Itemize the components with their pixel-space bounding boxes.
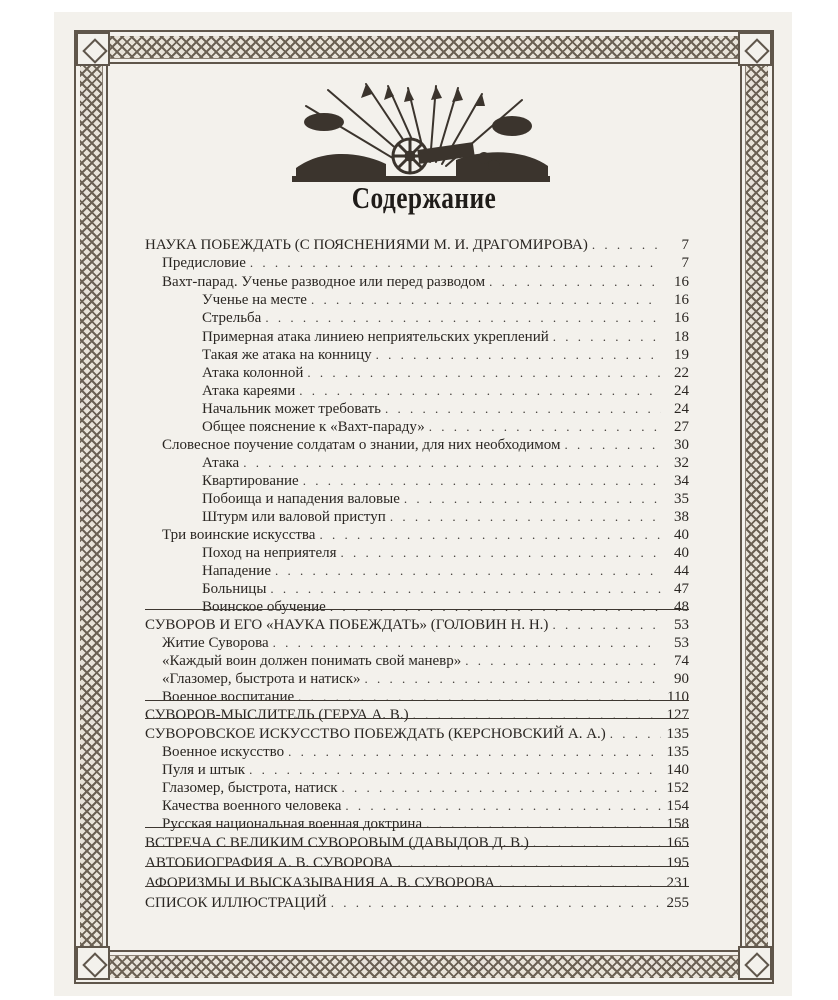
toc-entry: Начальник может требовать . . . 24 xyxy=(202,400,689,418)
section-divider xyxy=(145,700,689,701)
toc-entry: Атака . . . 32 xyxy=(202,454,689,472)
dot-leader xyxy=(610,725,661,742)
military-trophy-vignette xyxy=(286,76,556,188)
toc-entry: Побоища и нападения валовые . . . 35 xyxy=(202,490,689,508)
dot-leader xyxy=(365,670,661,687)
dot-leader xyxy=(249,761,661,778)
dot-leader xyxy=(429,418,661,435)
toc-entry: Атака кареями . . . 24 xyxy=(202,382,689,400)
dot-leader xyxy=(341,544,661,561)
toc-entry: Глазомер, быстрота, натиск . . . 152 xyxy=(162,779,689,797)
toc-entry: «Каждый воин должен понимать свой маневр» . . . 74 xyxy=(162,652,689,670)
dot-leader xyxy=(533,834,661,851)
dot-leader xyxy=(398,854,662,871)
toc-entry: СПИСОК ИЛЛЮСТРАЦИЙ . . . 255 xyxy=(145,894,689,912)
dot-leader xyxy=(299,382,661,399)
section-divider xyxy=(145,827,689,828)
dot-leader xyxy=(250,254,661,271)
dot-leader xyxy=(330,598,661,615)
dot-leader xyxy=(426,815,661,832)
section-divider xyxy=(145,866,689,867)
dot-leader xyxy=(376,346,661,363)
toc-entry: Воинское обучение . . . 48 xyxy=(202,598,689,616)
dot-leader xyxy=(385,400,661,417)
toc-entry: Примерная атака линиею неприятельских укреплений . . . 18 xyxy=(202,328,689,346)
dot-leader xyxy=(243,454,661,471)
dot-leader xyxy=(307,364,661,381)
dot-leader xyxy=(319,526,661,543)
dot-leader xyxy=(303,472,661,489)
dot-leader xyxy=(552,616,661,633)
dot-leader xyxy=(592,236,661,253)
toc-entry: Штурм или валовой приступ . . . 38 xyxy=(202,508,689,526)
toc-entry: Поход на неприятеля . . . 40 xyxy=(202,544,689,562)
dot-leader xyxy=(390,508,661,525)
toc-entry: Словесное поучение солдатам о знании, для них необходимом . . . 30 xyxy=(162,436,689,454)
toc-entry: Военное искусство . . . 135 xyxy=(162,743,689,761)
dot-leader xyxy=(273,634,661,651)
section-divider xyxy=(145,846,689,847)
dot-leader xyxy=(331,894,661,911)
frame-corner-ornament xyxy=(738,946,772,980)
dot-leader xyxy=(298,688,661,705)
frame-corner-ornament xyxy=(76,946,110,980)
toc-entry: Квартирование . . . 34 xyxy=(202,472,689,490)
dot-leader xyxy=(265,309,661,326)
toc-entry: Стрельба . . . 16 xyxy=(202,309,689,327)
toc-entry: АФОРИЗМЫ И ВЫСКАЗЫВАНИЯ А. В. СУВОРОВА . . . 231 xyxy=(145,874,689,892)
page-title: Содержание xyxy=(351,180,497,215)
toc-entry: НАУКА ПОБЕЖДАТЬ (С ПОЯСНЕНИЯМИ М. И. ДРАГОМИРОВА) . . . 7 xyxy=(145,236,689,254)
toc-entry: Три воинские искусства . . . 40 xyxy=(162,526,689,544)
toc-entry: Такая же атака на конницу . . . 19 xyxy=(202,346,689,364)
toc-entry: Вахт-парад. Ученье разводное или перед разводом . . . 16 xyxy=(162,273,689,291)
frame-corner-ornament xyxy=(76,32,110,66)
dot-leader xyxy=(270,580,661,597)
toc-entry: ВСТРЕЧА С ВЕЛИКИМ СУВОРОВЫМ (ДАВЫДОВ Д. В.) . . . 165 xyxy=(145,834,689,852)
toc-entry: Военное воспитание . . . 110 xyxy=(162,688,689,706)
toc-entry: Общее пояснение к «Вахт-параду» . . . 27 xyxy=(202,418,689,436)
toc-entry: Ученье на месте . . . 16 xyxy=(202,291,689,309)
toc-entry: АВТОБИОГРАФИЯ А. В. СУВОРОВА . . . 195 xyxy=(145,854,689,872)
dot-leader xyxy=(345,797,661,814)
section-divider xyxy=(145,609,689,610)
frame-corner-ornament xyxy=(738,32,772,66)
dot-leader xyxy=(553,328,661,345)
toc-entry: «Глазомер, быстрота и натиск» . . . 90 xyxy=(162,670,689,688)
dot-leader xyxy=(342,779,661,796)
toc-entry: Больницы . . . 47 xyxy=(202,580,689,598)
dot-leader xyxy=(275,562,661,579)
toc-entry: СУВОРОВСКОЕ ИСКУССТВО ПОБЕЖДАТЬ (КЕРСНОВСКИЙ А. А.) . . . 135 xyxy=(145,725,689,743)
toc-entry: Житие Суворова . . . 53 xyxy=(162,634,689,652)
dot-leader xyxy=(413,706,661,723)
dot-leader xyxy=(489,273,661,290)
dot-leader xyxy=(499,874,661,891)
dot-leader xyxy=(288,743,661,760)
dot-leader xyxy=(311,291,661,308)
toc-entry: СУВОРОВ И ЕГО «НАУКА ПОБЕЖДАТЬ» (ГОЛОВИН Н. Н.) . . . 53 xyxy=(145,616,689,634)
toc-entry: Предисловие . . . 7 xyxy=(162,254,689,272)
toc-entry: Атака колонной . . . 22 xyxy=(202,364,689,382)
dot-leader xyxy=(465,652,661,669)
toc-entry: Пуля и штык . . . 140 xyxy=(162,761,689,779)
toc-entry: Качества военного человека . . . 154 xyxy=(162,797,689,815)
dot-leader xyxy=(565,436,661,453)
dot-leader xyxy=(404,490,661,507)
toc-entry: СУВОРОВ-МЫСЛИТЕЛЬ (ГЕРУА А. В.) . . . 127 xyxy=(145,706,689,724)
toc-entry: Нападение . . . 44 xyxy=(202,562,689,580)
section-divider xyxy=(145,718,689,719)
section-divider xyxy=(145,886,689,887)
toc-entry: Русская национальная военная доктрина . . . 158 xyxy=(162,815,689,833)
